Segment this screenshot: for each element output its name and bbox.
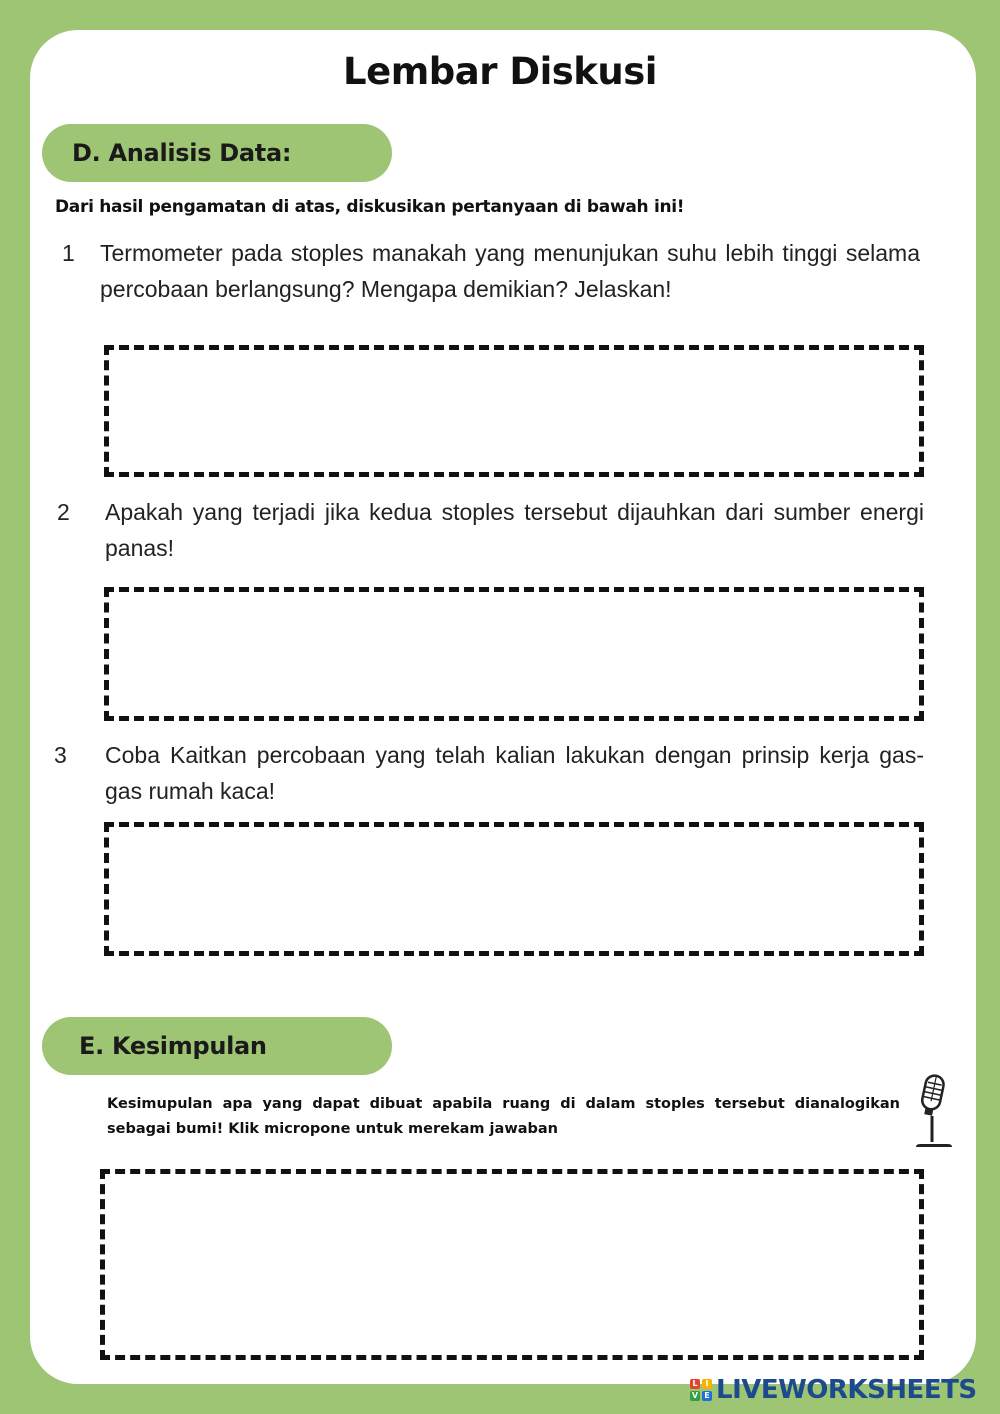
question-3-text: Coba Kaitkan percobaan yang telah kalian lakukan dengan prinsip kerja gas-gas rumah kaca! xyxy=(105,742,924,804)
question-2-text: Apakah yang terjadi jika kedua stoples tersebut dijauhkan dari sumber energi panas! xyxy=(105,499,924,561)
answer-box-1[interactable] xyxy=(104,345,924,477)
section-d-instruction: Dari hasil pengamatan di atas, diskusikan pertanyaan di bawah ini! xyxy=(55,197,685,217)
page-title: Lembar Diskusi xyxy=(343,50,657,93)
logo-letter: I xyxy=(702,1379,712,1389)
logo-letter: E xyxy=(702,1391,712,1401)
question-1-text: Termometer pada stoples manakah yang menunjukan suhu lebih tinggi selama percobaan berlangsung? Mengapa demikian? Jelaskan! xyxy=(100,240,920,302)
logo-letter: L xyxy=(690,1379,700,1389)
conclusion-prompt: Kesimupulan apa yang dapat dibuat apabila ruang di dalam stoples tersebut dianalogikan sebagai bumi! Klik micropone untuk merekam jawaban xyxy=(107,1096,900,1137)
liveworksheets-logo-mark xyxy=(690,1379,712,1401)
microphone-icon xyxy=(914,1072,956,1152)
question-1-number: 1 xyxy=(62,240,75,266)
answer-box-2[interactable] xyxy=(104,587,924,721)
liveworksheets-logo xyxy=(690,1373,977,1407)
question-2-number: 2 xyxy=(57,499,70,525)
section-e-heading: E. Kesimpulan xyxy=(42,1017,392,1075)
conclusion-answer-box[interactable] xyxy=(100,1169,924,1360)
section-d-heading: D. Analisis Data: xyxy=(42,124,392,182)
logo-letter: V xyxy=(691,1391,699,1400)
question-3-number: 3 xyxy=(54,742,67,768)
answer-box-3[interactable] xyxy=(104,822,924,956)
record-microphone-button[interactable] xyxy=(914,1072,956,1152)
brand-name: LIVEWORKSHEETS xyxy=(716,1375,977,1405)
